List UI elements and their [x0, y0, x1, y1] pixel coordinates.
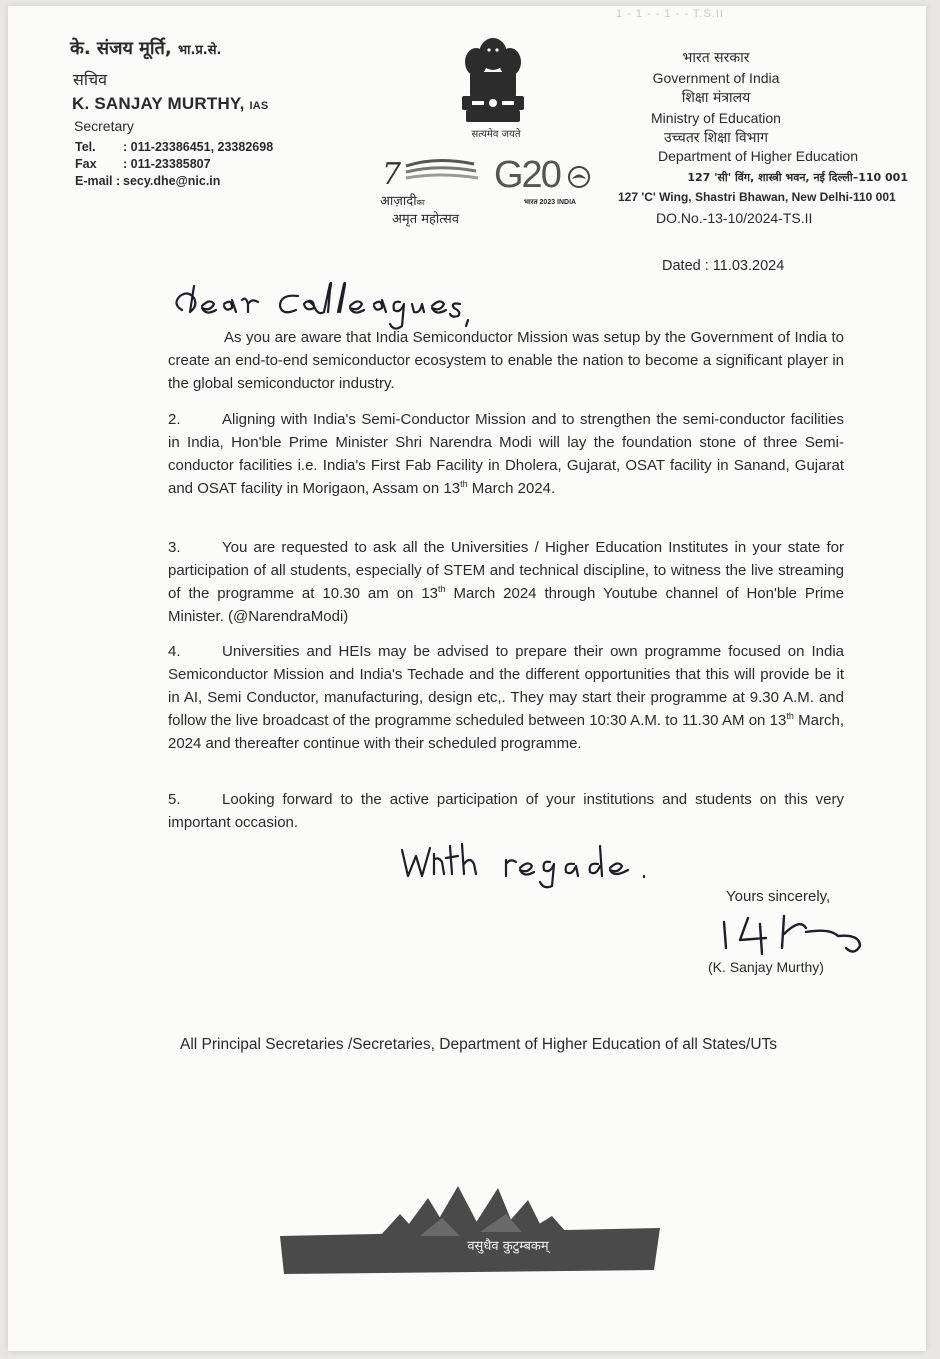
faint-file-marks: 1 - 1 - - 1 - - T.S.II — [616, 8, 724, 20]
tel-row — [75, 139, 273, 156]
contact-details — [75, 139, 273, 190]
paragraph-2-text: Aligning with India's Semi-Conductor Mission and to strengthen the semi-conductor facilities in India, Hon'ble Prime Minister Shri Narendra Modi will lay the foundation stone of three Semi-conductor facilities i.e. India's First Fab Facility in Dholera, Gujarat, OSAT facility in Sanand, Gujarat and OSAT facility in Morigaon, Assam on 13 — [168, 411, 844, 497]
azadi-text: आज़ादी — [380, 194, 417, 209]
govt-english: Government of India — [652, 70, 780, 86]
sender-service-hindi: भा.प्र.से. — [177, 43, 222, 58]
paragraph-4-text-end: March, 2024 and thereafter continue with their scheduled programme. — [168, 712, 845, 752]
address-english: 127 'C' Wing, Shastri Bhawan, New Delhi-110 001 — [618, 190, 896, 204]
govt-hindi: भारत सरकार — [682, 50, 750, 66]
signature-image — [710, 904, 870, 962]
dept-hindi: उच्चतर शिक्षा विभाग — [663, 130, 769, 146]
email-label: E-mail : — [75, 174, 121, 188]
fax-label: Fax — [75, 157, 97, 171]
address-block — [687, 168, 908, 188]
amrit-75-icon — [376, 154, 486, 190]
paragraph-3 — [168, 536, 844, 628]
address-hindi: 127 'सी' विंग, शास्त्री भवन, नई दिल्ली–110 001 — [687, 171, 908, 184]
yours-sincerely: Yours sincerely, — [726, 888, 831, 905]
paragraph-2-number: 2. — [168, 411, 181, 428]
ministry-hindi: शिक्षा मंत्रालय — [681, 90, 751, 106]
tel-value: : 011-23386451, 23382698 — [123, 140, 274, 154]
paragraph-1 — [168, 326, 844, 395]
paragraph-2-text-end: March 2024. — [467, 480, 556, 497]
paragraph-4-text: Universities and HEIs may be advised to prepare their own programme focused on India Semiconductor Mission and India's Techade and the different opportunities that this will provide be it in AI, Semi Conductor, manufacturing, design etc,. They may start their programme at 9.30 A.M. and follow the live broadcast of the programme scheduled between 10:30 A.M. to 11.30 AM on 13 — [168, 643, 844, 729]
sender-name-hindi-text: के. संजय मूर्ति, — [70, 38, 172, 59]
paragraph-4-number: 4. — [168, 643, 181, 660]
paragraph-3-text-end: March 2024 through Youtube channel of Hon'ble Prime Minister. (@NarendraModi) — [168, 585, 844, 625]
svg-text:7: 7 — [382, 157, 402, 190]
paragraph-3-sup: th — [438, 584, 446, 594]
ministry-english: Ministry of Education — [651, 110, 781, 126]
paragraph-3-number: 3. — [168, 539, 181, 556]
sender-service-english: IAS — [249, 100, 269, 112]
g20-subtext: भारत 2023 INDIA — [524, 199, 577, 206]
g20-text: G20 — [494, 154, 560, 196]
footer-motto: वसुधैव कुटुम्बकम् — [467, 1239, 549, 1254]
sender-name-hindi — [70, 36, 221, 60]
g20-logo — [494, 154, 602, 216]
azadi-ka-text: का — [416, 198, 425, 207]
azadi-ka-amrit-mahotsav-logo — [376, 154, 486, 227]
signatory-name: (K. Sanjay Murthy) — [708, 959, 824, 975]
paragraph-2 — [168, 408, 844, 500]
email-value: secy.dhe@nic.in — [123, 174, 221, 188]
paragraph-3-text: You are requested to ask all the Universities / Higher Education Institutes in your state for participation of all students, especially of STEM and technical discipline, to witness the live streaming of the programme at 10.30 am on 13 — [168, 539, 844, 602]
reference-number: DO.No.-13-10/2024-TS.II — [656, 210, 813, 226]
letter-page — [8, 6, 926, 1351]
addressee: All Principal Secretaries /Secretaries, Department of Higher Education of all States/UTs — [180, 1036, 778, 1053]
handwritten-closing — [398, 836, 668, 890]
sender-name-english — [72, 94, 268, 114]
sender-title-english: Secretary — [74, 118, 134, 134]
tel-label: Tel. — [75, 140, 96, 154]
sender-title-hindi: सचिव — [73, 70, 108, 89]
salutation-text: Dear Colleagues, — [168, 276, 176, 277]
fax-row — [75, 156, 273, 173]
paragraph-4-sup: th — [786, 711, 794, 721]
emblem-motto: सत्यमेव जयते — [471, 129, 521, 140]
sender-name-english-text: K. SANJAY MURTHY, — [72, 94, 245, 113]
lotus-globe-icon — [568, 166, 590, 188]
fax-value: : 011-23385807 — [123, 157, 211, 171]
paragraph-5-text: Looking forward to the active participation of your institutions and students on this very important occasion. — [168, 791, 844, 831]
paragraph-2-sup: th — [460, 479, 468, 489]
email-row — [75, 173, 273, 190]
paragraph-5-number: 5. — [168, 791, 181, 808]
handwritten-salutation — [168, 276, 478, 332]
amrit-mahotsav-text: अमृत महोत्सव — [392, 212, 460, 227]
paragraph-4 — [168, 640, 844, 755]
footer-lotus-emblem — [270, 1174, 670, 1274]
closing-text: With regards. — [398, 836, 404, 837]
paragraph-5 — [168, 788, 844, 834]
letter-date: Dated : 11.03.2024 — [662, 258, 785, 274]
office-block — [596, 48, 836, 148]
paragraph-1-text: As you are aware that India Semiconductor Mission was setup by the Government of India to create an end-to-end semiconductor ecosystem to enable the nation to become a significant player in the global semiconductor industry. — [168, 329, 844, 392]
dept-english: Department of Higher Education — [658, 148, 858, 164]
